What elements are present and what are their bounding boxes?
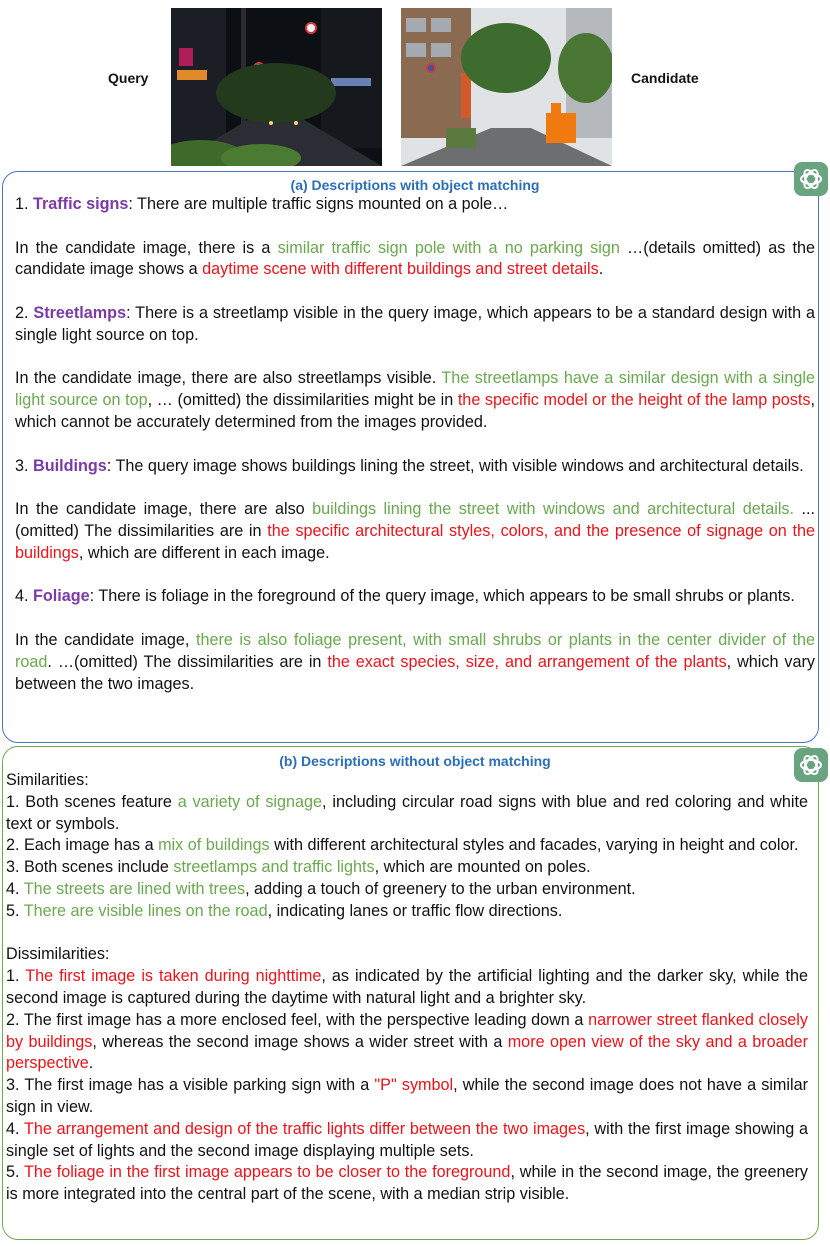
panel-b-body	[6, 770, 808, 1206]
similarity-item: 4. The streets are lined with trees, adding a touch of greenery to the urban environment.	[6, 879, 636, 898]
item-1-query: 1. Traffic signs: There are multiple traffic signs mounted on a pole…	[15, 195, 509, 213]
query-label: Query	[108, 70, 149, 86]
dissimilarities-heading: Dissimilarities:	[6, 945, 110, 964]
item-4-query: 4. Foliage: There is foliage in the foreground of the query image, which appears to be small shrubs or plants.	[15, 587, 795, 606]
dissimilarity-item: 5. The foliage in the first image appears to be closer to the foreground, while in the second image, the greenery is more integrated into the central part of the scene, with a median strip visible.	[6, 1163, 808, 1204]
item-4-candidate: In the candidate image, there is also foliage present, with small shrubs or plants in the center divider of the road. …(omitted) The dissimilarities are in the exact species, size, and arrangement of the plants, which vary between the two images.	[15, 630, 815, 693]
dissimilarity-item: 1. The first image is taken during nighttime, as indicated by the artificial lighting and the darker sky, while the second image is captured during the daytime with natural light and a brighter sky.	[6, 967, 808, 1007]
similarity-item: 1. Both scenes feature a variety of signage, including circular road signs with blue and red coloring and white text or symbols.	[6, 792, 808, 833]
panel-a-body	[15, 194, 815, 695]
candidate-label: Candidate	[631, 70, 699, 86]
query-image	[171, 8, 382, 166]
dissimilarity-item: 2. The first image has a more enclosed feel, with the perspective leading down a narrower street flanked closely by buildings, whereas the second image shows a wider street with a more open view of the sky and a broader perspective.	[6, 1010, 808, 1073]
dissimilarity-item: 4. The arrangement and design of the traffic lights differ between the two images, with the first image showing a single set of lights and the second image displaying multiple sets.	[6, 1119, 808, 1160]
item-1-candidate: In the candidate image, there is a similar traffic sign pole with a no parking sign …(details omitted) as the candidate image shows a daytime scene with different buildings and street details.	[15, 238, 815, 279]
item-3-candidate: In the candidate image, there are also buildings lining the street with windows and architectural details. ...(omitted) The dissimilarities are in the specific architectural styles, colors, and the presence of signage on the buildings, which are different in each image.	[15, 500, 816, 562]
similarity-item: 5. There are visible lines on the road, indicating lanes or traffic flow directions.	[6, 901, 563, 920]
similarity-item: 2. Each image has a mix of buildings with different architectural styles and facades, varying in height and color.	[6, 836, 799, 855]
panel-b-title: (b) Descriptions without object matching	[279, 753, 551, 769]
candidate-image	[401, 8, 612, 166]
panel-a-title: (a) Descriptions with object matching	[290, 177, 540, 193]
dissimilarity-item: 3. The first image has a visible parking sign with a "P" symbol, while the second image does not have a similar sign in view.	[6, 1076, 808, 1116]
similarities-heading: Similarities:	[6, 771, 89, 789]
item-2-query: 2. Streetlamps: There is a streetlamp visible in the query image, which appears to be a standard design with a single light source on top.	[15, 303, 816, 344]
similarity-item: 3. Both scenes include streetlamps and traffic lights, which are mounted on poles.	[6, 858, 591, 877]
item-2-candidate: In the candidate image, there are also streetlamps visible. The streetlamps have a similar design with a single light source on top, … (omitted) the dissimilarities might be in the specific model or the height of the lamp posts, which cannot be accurately determined from the images provided.	[15, 369, 815, 431]
image-comparison-row	[0, 0, 830, 170]
item-3-query: 3. Buildings: The query image shows buildings lining the street, with visible windows and architectural details.	[15, 456, 804, 475]
